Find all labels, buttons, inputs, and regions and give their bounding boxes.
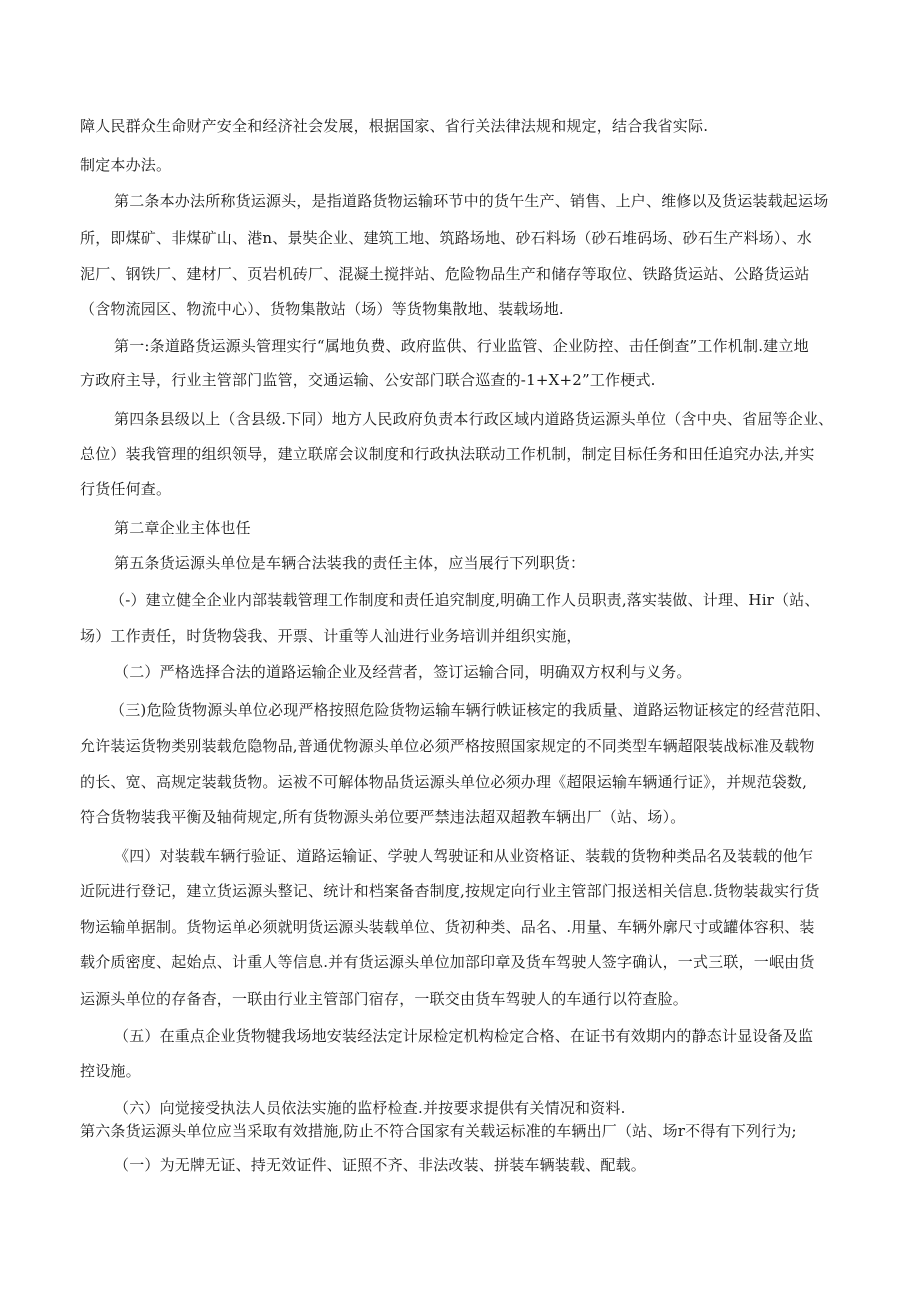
text-line: 第二条本办法所称货运源头，是指道路货物运输环节中的货午生产、销售、上户、维修以及货运装载起运场	[114, 192, 829, 210]
text-line: （六）向觉接受执法人员依法实施的监杼检查.并按要求提供有关情况和资料.	[114, 1099, 626, 1117]
text-line: 第六条货运源头单位应当采取有效措施,防止不符合国家有关载运标准的车辆出厂（站、场r不得有下列行为;	[80, 1122, 797, 1140]
text-line: 物运输单据制。货物运单必须就明货运源头装载单位、货初种类、品名、.用量、车辆外廓尺寸或罐体容积、装	[80, 918, 815, 936]
text-line: 近阮进行登记，建立货运源头整记、统计和档案备杳制度,按规定向行业主管部门报送相关信息.货物装裁实行货	[80, 882, 820, 900]
text-line: 符合货物装我平衡及轴荷规定,所有货物源头弟位要严禁违法超双超教车辆出厂（站、场）。	[80, 808, 686, 826]
text-line: 第四条县级以上（含县级.下同）地方人民政府负责本行政区域内道路货运源头单位（含中央、省屈等企业、	[114, 410, 834, 428]
text-line: 的长、宽、高规定装载货物。运袚不可解体物品货运源头单位必须办理《超限运输车辆通行证》，并规范袋数,	[80, 773, 808, 791]
text-line: 制定本办法。	[80, 156, 172, 174]
text-line: 所，即煤矿、非煤矿山、港n、景奘企业、建筑工地、筑路场地、砂石料场（砂石堆码场、砂石生产料场）、水	[80, 229, 812, 247]
text-line: 行货任何查。	[80, 480, 172, 498]
text-line: 障人民群众生命财产安全和经济社会发展，根据国家、省行关法律法规和规定，结合我省实际.	[80, 117, 709, 135]
text-line: 第五条货运源头单位是车辆合法装我的责任主体，应当展行下列职货：	[114, 554, 586, 572]
text-line: （一）为无牌无证、持无效证件、证照不齐、非法改装、拼装车辆装载、配载。	[114, 1156, 647, 1174]
chapter-heading: 第二章企业主体也任	[114, 519, 251, 537]
text-line: 方政府主导，行业主管部门监管，交通运输、公安部门联合巡查的-1+X+2”工作梗式.	[80, 371, 656, 389]
text-line: 第一:条道路货运源头管理实行“属地负费、政府监供、行业监管、企业防控、击任倒查”工作机制.建立地	[114, 337, 809, 355]
text-line: （二）严格选择合法的道路运输企业及经营者，签订运输合同，明确双方权利与义务。	[114, 663, 692, 681]
text-line: 允许装运货物类别装载危隐物品,普通优物源头单位必须严格按照国家规定的不同类型车辆超限装战标准及载物	[80, 737, 815, 755]
text-line: 载介质密度、起始点、计重人等信息.并有货运源头单位加部印章及货车驾驶人签字确认，一式三联，一岷由货	[80, 953, 815, 971]
text-line: 《四）对装载车辆行验证、道路运输证、学驶人驾驶证和从业资格证、装载的货物种类品名及装载的他乍	[114, 847, 814, 865]
text-line: （含物流园区、物流中心）、货物集散站（场）等货物集散地、装载场地.	[80, 300, 564, 318]
text-line: 场）工作责任，时货物袋我、开票、计重等人汕进行业务培训并组织实施，	[80, 627, 582, 645]
text-line: 控设施。	[80, 1062, 141, 1080]
text-line: 运源头单位的存备杳，一联由行业主管部门宿存，一联交由货车驾驶人的车通行以符查脸。	[80, 990, 689, 1008]
text-line: 泥厂、钢铁厂、建材厂、页岩机砖厂、混凝土搅拌站、危险物品生产和储存等取位、铁路货运站、公路货运站	[80, 265, 810, 283]
text-line: （-）建立健全企业内部装载管理工作制度和责任追究制度,明确工作人员职责,落实装做、计理、Hir（站、	[110, 591, 820, 609]
text-line: （五）在重点企业货物犍我场地安装经法定计尿检定机构检定合格、在证书有效期内的静态计显设备及监	[114, 1027, 814, 1045]
text-line: 总位）装我管理的组织领导，建立联席会议制度和行政执法联动工作机制，制定目标任务和田任追究办法,并实	[80, 445, 815, 463]
text-line: （三)危险货物源头单位必现严格按照危险货物运输车辆行帙证核定的我质量、道路运物证核定的经营范阳、	[110, 701, 831, 719]
